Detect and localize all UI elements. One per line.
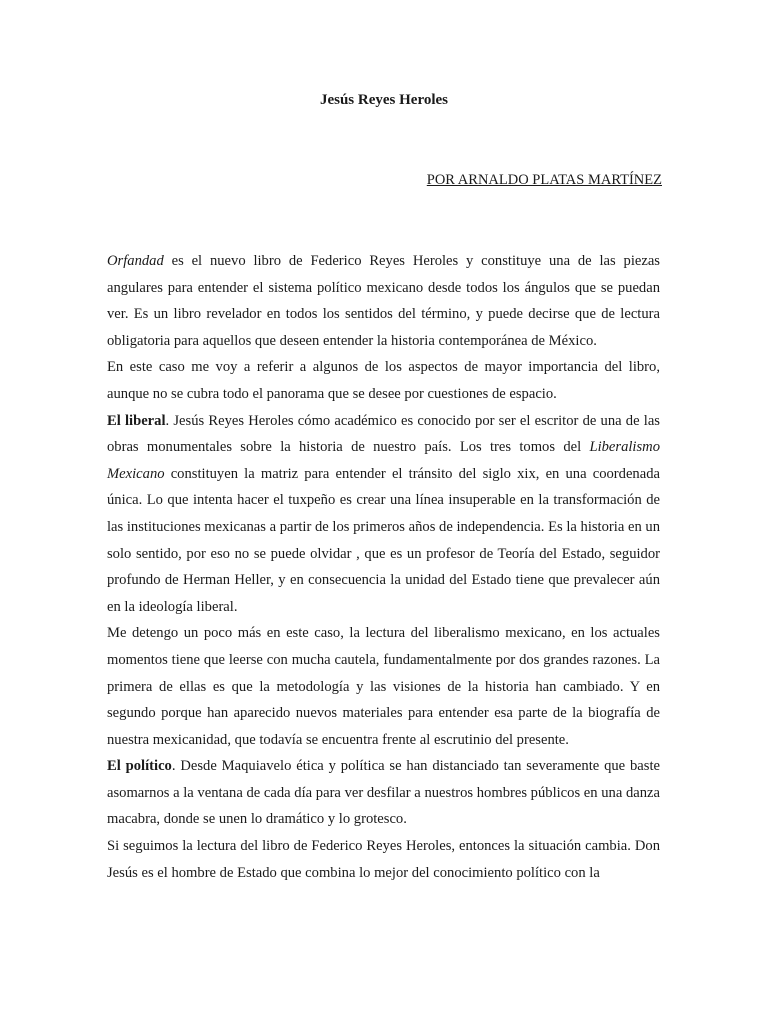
paragraph-2: En este caso me voy a referir a algunos de los aspectos de mayor importancia del libro, aunque no se cubra todo el panorama que se desee por cuestiones de espacio. [107,359,660,402]
paragraph-3-text-1: . Jesús Reyes Heroles cómo académico es conocido por ser el escritor de una de las obras monumentales sobre la historia de nuestro país. Los tres tomos del [107,412,660,456]
document-body [107,248,660,886]
paragraph-5 [107,753,660,833]
author-byline: POR ARNALDO PLATAS MARTÍNEZ [426,172,662,188]
paragraph-3 [107,408,660,621]
book-title-italic: Liberalismo Mexicano [107,439,660,482]
paragraph-4: Me detengo un poco más en este caso, la lectura del liberalismo mexicano, en los actuales momentos tiene que leerse con mucha cautela, fundamentalmente por dos grandes razones. La primera de ellas es que la metodología y las visiones de la historia han cambiado. Y en segundo porque han aparecido nuevos materiales para entender esa parte de la biografía de nuestra mexicanidad, que todavía se encuentra frente al escrutinio del presente. [107,625,660,748]
paragraph-6: Si seguimos la lectura del libro de Federico Reyes Heroles, entonces la situación cambia. Don Jesús es el hombre de Estado que combina lo mejor del conocimiento político con la [107,838,660,881]
book-title-italic: Orfandad [107,253,164,269]
paragraph-5-text: . Desde Maquiavelo ética y política se han distanciado tan severamente que baste asomarnos a la ventana de cada día para ver desfilar a nuestros hombres públicos en una danza macabra, donde se unen lo dramático y lo grotesco. [107,758,660,828]
paragraph-1-text: es el nuevo libro de Federico Reyes Heroles y constituye una de las piezas angulares para entender el sistema político mexicano desde todos los ángulos que se puedan ver. Es un libro revelador en todos los sentidos del término, y puede decirse que de lectura obligatoria para aquellos que deseen entender la historia contemporánea de México. [107,253,660,349]
paragraph-1 [107,248,660,354]
section-heading-liberal: El liberal [107,412,166,429]
document-title: Jesús Reyes Heroles [319,92,449,108]
paragraph-3-text-2: constituyen la matriz para entender el tránsito del siglo xix, en una coordenada única. Lo que intenta hacer el tuxpeño es crear una línea insuperable en la transformación de las instituciones mexicanas a partir de los primeros años de independencia. Es la historia en un solo sentido, por eso no se puede olvidar , que es un profesor de Teoría del Estado, seguidor profundo de Herman Heller, y en consecuencia la unidad del Estado tiene que prevalecer aún en la ideología liberal. [107,465,660,615]
section-heading-politico: El político [107,758,172,775]
